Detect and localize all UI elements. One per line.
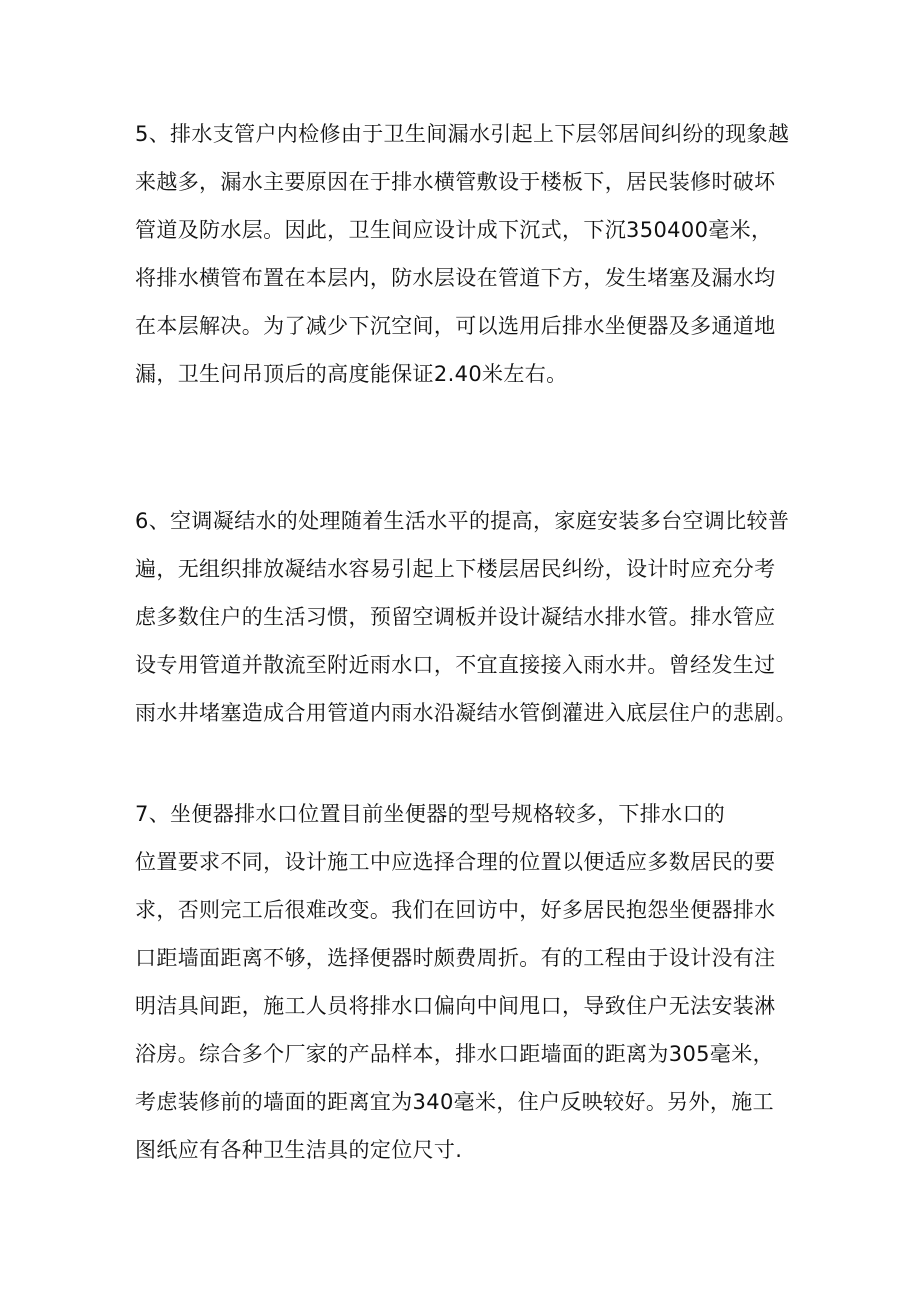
paragraph-line: 浴房。综合多个厂家的产品样本，排水口距墙面的距离为305毫米， [135, 1042, 774, 1066]
paragraph-6 [135, 497, 815, 737]
paragraph-line: 管道及防水层。因此，卫生间应设计成下沉式，下沉350400毫米， [135, 218, 773, 242]
paragraph-line: 在本层解决。为了减少下沉空间，可以选用后排水坐便器及多通道地 [135, 314, 776, 338]
paragraph-5 [135, 110, 815, 398]
paragraph-line: 考虑装修前的墙面的距离宜为340毫米，住户反映较好。另外，施工 [135, 1090, 774, 1114]
paragraph-line: 设专用管道并散流至附近雨水口，不宜直接接入雨水井。曾经发生过 [135, 653, 776, 677]
paragraph-line: 明洁具间距，施工人员将排水口偏向中间甩口，导致住户无法安装淋 [135, 994, 776, 1018]
paragraph-line: 遍，无组织排放凝结水容易引起上下楼层居民纠纷，设计时应充分考 [135, 557, 776, 581]
paragraph-line: 来越多，漏水主要原因在于排水横管敷设于楼板下，居民装修时破坏 [135, 170, 776, 194]
paragraph-7 [135, 790, 815, 1174]
paragraph-line: 虑多数住户的生活习惯，预留空调板并设计凝结水排水管。排水管应 [135, 605, 776, 629]
paragraph-line: 图纸应有各种卫生洁具的定位尺寸. [135, 1138, 463, 1162]
paragraph-line: 7、坐便器排水口位置目前坐便器的型号规格较多，下排水口的 [135, 802, 726, 826]
paragraph-line: 雨水井堵塞造成合用管道内雨水沿凝结水管倒灌进入底层住户的悲剧。 [135, 701, 797, 725]
paragraph-line: 位置要求不同，设计施工中应选择合理的位置以便适应多数居民的要 [135, 850, 776, 874]
paragraph-line: 5、排水支管户内检修由于卫生间漏水引起上下层邻居间纠纷的现象越 [135, 122, 790, 146]
paragraph-line: 漏，卫生问吊顶后的高度能保证2.40米左右。 [135, 362, 568, 386]
paragraph-line: 口距墙面距离不够，选择便器时颇费周折。有的工程由于设计没有注 [135, 946, 776, 970]
paragraph-line: 将排水横管布置在本层内，防水层设在管道下方，发生堵塞及漏水均 [135, 266, 776, 290]
paragraph-line: 求，否则完工后很难改变。我们在回访中，好多居民抱怨坐便器排水 [135, 898, 776, 922]
paragraph-line: 6、空调凝结水的处理随着生活水平的提高，家庭安装多台空调比较普 [135, 509, 790, 533]
